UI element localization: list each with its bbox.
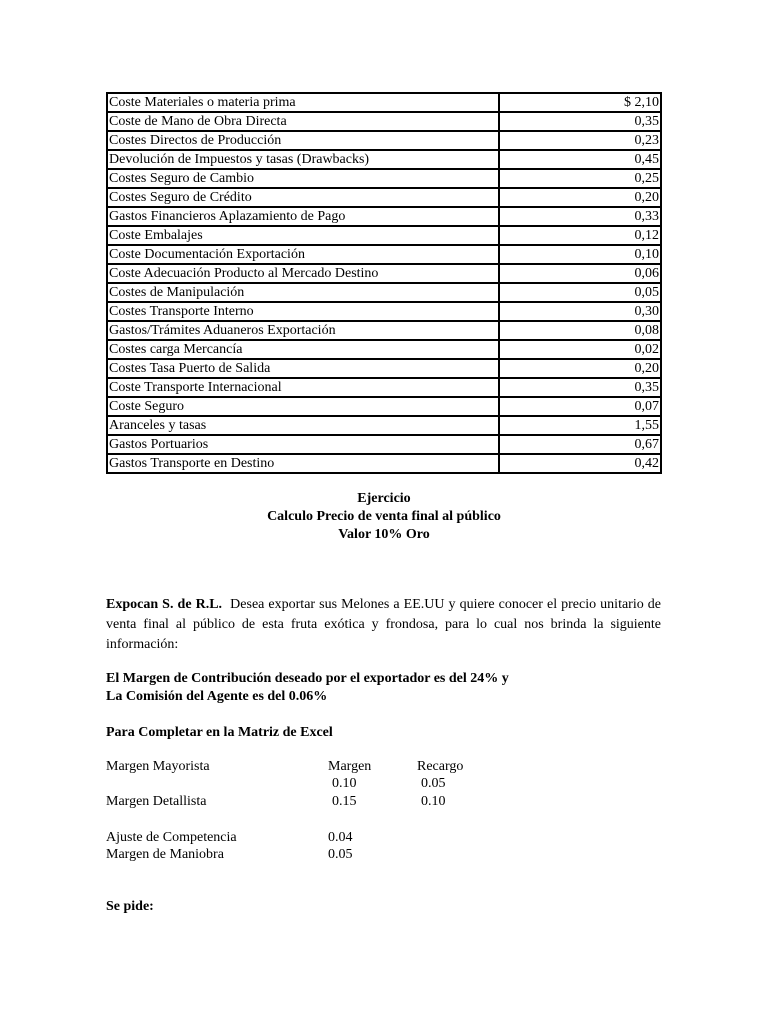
cost-label: Coste Seguro — [107, 397, 499, 416]
cost-value: 0,08 — [499, 321, 661, 340]
table-row — [107, 112, 661, 131]
cost-label: Costes Transporte Interno — [107, 302, 499, 321]
table-row — [107, 321, 661, 340]
table-row — [107, 207, 661, 226]
cost-value: 0,02 — [499, 340, 661, 359]
cost-label: Coste Documentación Exportación — [107, 245, 499, 264]
matrix-header-recargo: Recargo — [417, 759, 464, 774]
ajuste-label: Ajuste de Competencia — [106, 830, 237, 845]
cost-label: Devolución de Impuestos y tasas (Drawbacks) — [107, 150, 499, 169]
cost-value: 0,30 — [499, 302, 661, 321]
cost-value: 0,45 — [499, 150, 661, 169]
cost-value: 0,07 — [499, 397, 661, 416]
intro-paragraph — [106, 595, 661, 655]
maniobra-value: 0.05 — [328, 847, 353, 862]
matrix-title: Para Completar en la Matriz de Excel — [106, 725, 333, 740]
detallista-margen: 0.15 — [332, 794, 357, 809]
mayorista-label: Margen Mayorista — [106, 759, 210, 774]
intro-text: Desea exportar sus Melones a EE.UU y quiere conocer el precio unitario de venta final al público de esta fruta exótica y frondosa, para lo cual nos brinda la siguiente información: — [106, 597, 662, 652]
cost-label: Gastos Portuarios — [107, 435, 499, 454]
cost-label: Costes de Manipulación — [107, 283, 499, 302]
matrix-header-margen: Margen — [328, 759, 372, 774]
table-row — [107, 150, 661, 169]
cost-label: Costes carga Mercancía — [107, 340, 499, 359]
detallista-recargo: 0.10 — [421, 794, 446, 809]
cost-label: Costes Directos de Producción — [107, 131, 499, 150]
company-name: Expocan S. de R.L. — [106, 597, 223, 612]
cost-value: 0,12 — [499, 226, 661, 245]
detallista-label: Margen Detallista — [106, 794, 207, 809]
conditions-block — [106, 670, 662, 706]
cost-table — [106, 92, 662, 474]
cost-label: Gastos Financieros Aplazamiento de Pago — [107, 207, 499, 226]
cost-label: Gastos Transporte en Destino — [107, 454, 499, 473]
exercise-heading: Ejercicio — [357, 491, 411, 506]
cost-value: 0,35 — [499, 378, 661, 397]
table-row — [107, 93, 661, 112]
mayorista-recargo: 0.05 — [421, 776, 446, 791]
cost-label: Coste Materiales o materia prima — [107, 93, 499, 112]
cost-label: Coste de Mano de Obra Directa — [107, 112, 499, 131]
exercise-subtitle: Calculo Precio de venta final al público — [267, 509, 501, 524]
table-row — [107, 359, 661, 378]
table-row — [107, 435, 661, 454]
cost-value: 0,20 — [499, 188, 661, 207]
table-row — [107, 245, 661, 264]
cost-value: 1,55 — [499, 416, 661, 435]
cost-label: Costes Seguro de Cambio — [107, 169, 499, 188]
table-row — [107, 226, 661, 245]
ajuste-value: 0.04 — [328, 830, 353, 845]
cost-label: Costes Seguro de Crédito — [107, 188, 499, 207]
cost-label: Gastos/Trámites Aduaneros Exportación — [107, 321, 499, 340]
se-pide-heading: Se pide: — [106, 899, 154, 914]
table-row — [107, 340, 661, 359]
table-row — [107, 454, 661, 473]
table-row — [107, 283, 661, 302]
cost-value: $ 2,10 — [499, 93, 661, 112]
exercise-title-block — [106, 490, 662, 544]
table-row — [107, 302, 661, 321]
cost-label: Coste Embalajes — [107, 226, 499, 245]
cost-value: 0,10 — [499, 245, 661, 264]
contribution-margin-line: El Margen de Contribución deseado por el exportador es del 24% y — [106, 671, 509, 686]
table-row — [107, 397, 661, 416]
maniobra-label: Margen de Maniobra — [106, 847, 224, 862]
cost-label: Coste Transporte Internacional — [107, 378, 499, 397]
cost-label: Aranceles y tasas — [107, 416, 499, 435]
cost-table-body — [107, 93, 661, 473]
cost-label: Costes Tasa Puerto de Salida — [107, 359, 499, 378]
cost-value: 0,25 — [499, 169, 661, 188]
cost-label: Coste Adecuación Producto al Mercado Destino — [107, 264, 499, 283]
cost-value: 0,42 — [499, 454, 661, 473]
cost-value: 0,06 — [499, 264, 661, 283]
table-row — [107, 416, 661, 435]
table-row — [107, 169, 661, 188]
cost-value: 0,20 — [499, 359, 661, 378]
table-row — [107, 264, 661, 283]
table-row — [107, 378, 661, 397]
agent-commission-line: La Comisión del Agente es del 0.06% — [106, 689, 328, 704]
table-row — [107, 188, 661, 207]
cost-value: 0,33 — [499, 207, 661, 226]
mayorista-margen: 0.10 — [332, 776, 357, 791]
cost-value: 0,23 — [499, 131, 661, 150]
cost-value: 0,35 — [499, 112, 661, 131]
cost-value: 0,67 — [499, 435, 661, 454]
table-row — [107, 131, 661, 150]
exercise-value-note: Valor 10% Oro — [338, 527, 430, 542]
cost-value: 0,05 — [499, 283, 661, 302]
